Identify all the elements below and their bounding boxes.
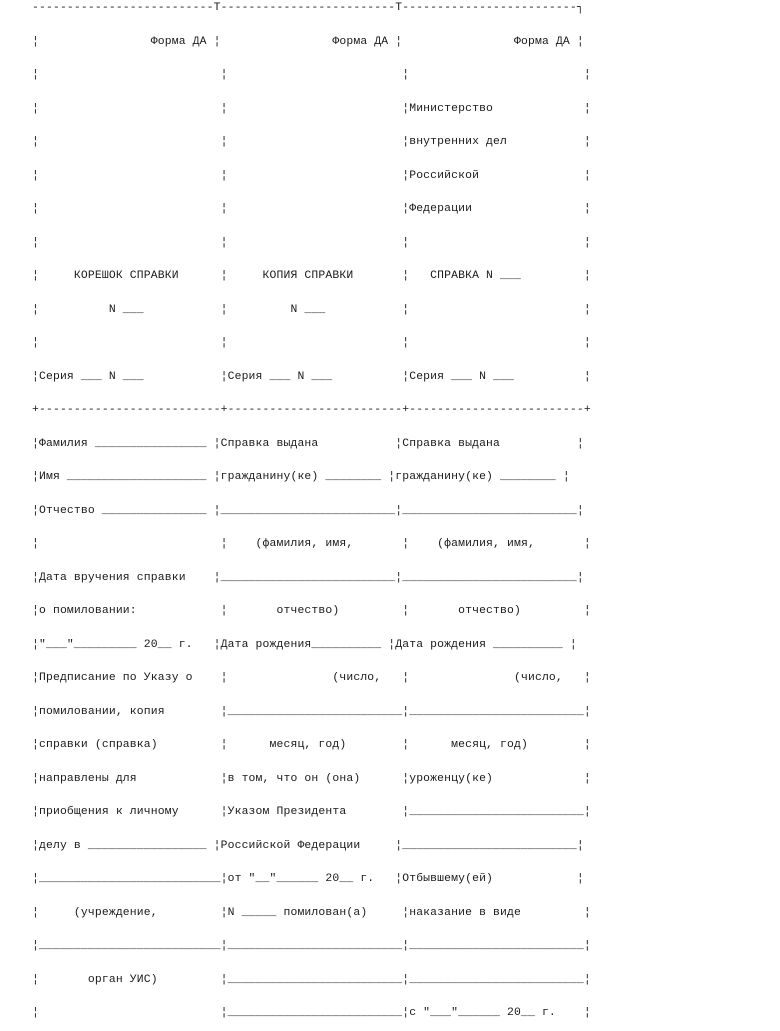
prescription-row: ¦Предписание по Указу о ¦ (число, ¦ (число, ¦	[32, 672, 591, 684]
birth-date-row: ¦"___"_________ 20__ г. ¦Дата рождения__________ ¦Дата рождения __________ ¦	[32, 638, 577, 651]
sentence-date-row: ¦ ¦_________________________¦с "___"______ 20__ г. ¦	[32, 1007, 591, 1019]
form-da-label-row: ¦ Форма ДА ¦ Форма ДА ¦ Форма ДА ¦	[32, 35, 584, 48]
pardon-copy-row: ¦помиловании, копия ¦_________________________¦_________________________¦	[32, 705, 591, 718]
personal-file-row: ¦делу в _________________ ¦Российской Федерации ¦_________________________¦	[32, 839, 584, 852]
form-top-border: --------------------------T-------------------------T-------------------------┐	[32, 2, 584, 14]
section-titles-row: ¦ КОРЕШОК СПРАВКИ ¦ КОПИЯ СПРАВКИ ¦ СПРАВКА N ___ ¦	[32, 270, 591, 282]
patronymic-row: ¦Отчество _______________ ¦_________________________¦_________________________¦	[32, 504, 584, 517]
form-line: ¦ ¦ ¦ ¦	[32, 337, 591, 349]
delivery-date-row: ¦Дата вручения справки ¦_________________________¦_________________________¦	[32, 571, 584, 584]
number-row: ¦ N ___ ¦ N ___ ¦ ¦	[32, 303, 591, 316]
ministry-line-1: ¦ ¦ ¦Министерство ¦	[32, 102, 591, 115]
sent-for-row: ¦направлены для ¦в том, что он (она) ¦уроженцу(ке) ¦	[32, 772, 591, 785]
pardon-certificate-form	[32, 0, 591, 1031]
ministry-line-3: ¦ ¦ ¦Российской ¦	[32, 169, 591, 182]
decree-date-row: ¦__________________________¦от "__"______ 20__ г. ¦Отбывшему(ей) ¦	[32, 873, 584, 885]
form-line: ¦ ¦ ¦ ¦	[32, 236, 591, 249]
name-row: ¦Имя ____________________ ¦гражданину(ке) ________ ¦гражданину(ке) ________ ¦	[32, 471, 570, 483]
form-line: ¦__________________________¦_________________________¦_________________________¦	[32, 940, 591, 952]
certificate-row: ¦справки (справка) ¦ месяц, год) ¦ месяц, год) ¦	[32, 739, 591, 751]
attach-row: ¦приобщения к личному ¦Указом Президента ¦_________________________¦	[32, 806, 591, 818]
surname-row: ¦Фамилия ________________ ¦Справка выдана ¦Справка выдана ¦	[32, 437, 584, 450]
section-divider: +--------------------------+-------------------------+-------------------------+	[32, 404, 591, 416]
fio-caption-row: ¦ ¦ (фамилия, имя, ¦ (фамилия, имя, ¦	[32, 538, 591, 550]
form-line: ¦ ¦ ¦ ¦	[32, 69, 591, 81]
uis-caption-row: ¦ орган УИС) ¦_________________________¦_________________________¦	[32, 973, 591, 986]
ministry-line-2: ¦ ¦ ¦внутренних дел ¦	[32, 136, 591, 148]
series-number-row: ¦Серия ___ N ___ ¦Серия ___ N ___ ¦Серия ___ N ___ ¦	[32, 370, 591, 383]
pardon-caption-row: ¦о помиловании: ¦ отчество) ¦ отчество) ¦	[32, 605, 591, 617]
institution-caption-row: ¦ (учреждение, ¦N _____ помилован(а) ¦наказание в виде ¦	[32, 906, 591, 919]
ministry-line-4: ¦ ¦ ¦Федерации ¦	[32, 203, 591, 215]
